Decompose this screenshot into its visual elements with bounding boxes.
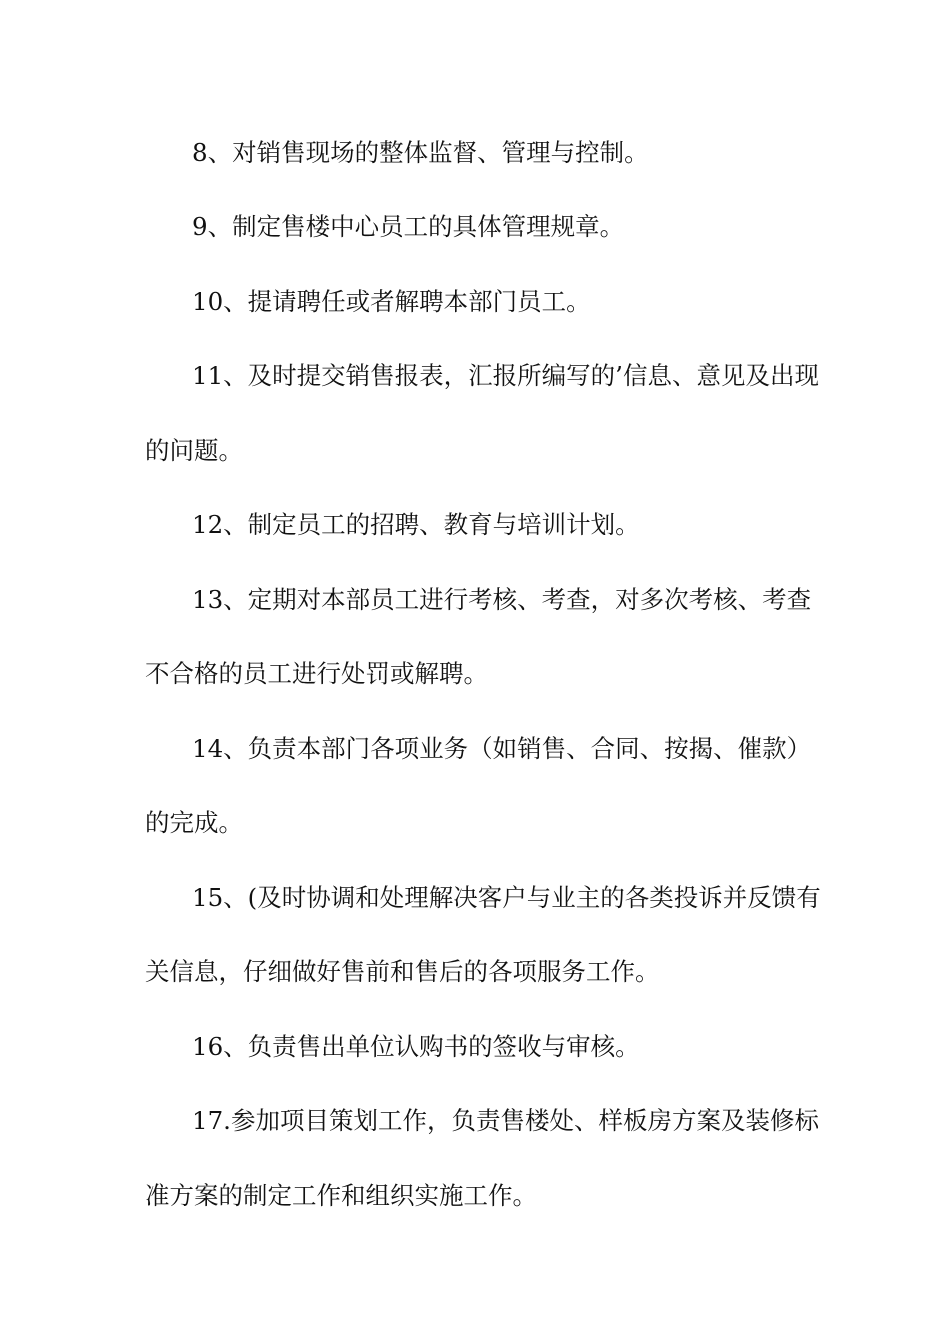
paragraph-10-line-1: 10、提请聘任或者解聘本部门员工。 <box>192 287 591 316</box>
paragraph-8-line-1: 8、对销售现场的整体监督、管理与控制。 <box>192 138 649 167</box>
paragraph-15-line-2: 关信息，仔细做好售前和售后的各项服务工作。 <box>145 957 660 986</box>
paragraph-12-line-1: 12、制定员工的招聘、教育与培训计划。 <box>192 510 640 539</box>
paragraph-17-line-2: 准方案的制定工作和组织实施工作。 <box>145 1181 537 1210</box>
paragraph-9-line-1: 9、制定售楼中心员工的具体管理规章。 <box>192 212 625 241</box>
paragraph-11-line-2: 的问题。 <box>145 436 243 465</box>
paragraph-16-line-1: 16、负责售出单位认购书的签收与审核。 <box>192 1032 640 1061</box>
paragraph-14-line-1: 14、负责本部门各项业务（如销售、合同、按揭、催款） <box>192 734 812 763</box>
paragraph-15-line-1: 15、(及时协调和处理解决客户与业主的各类投诉并反馈有 <box>192 883 821 912</box>
paragraph-13-line-2: 不合格的员工进行处罚或解聘。 <box>145 659 488 688</box>
paragraph-17-line-1: 17.参加项目策划工作，负责售楼处、样板房方案及装修标 <box>192 1106 819 1135</box>
paragraph-13-line-1: 13、定期对本部员工进行考核、考查，对多次考核、考查 <box>192 585 812 614</box>
paragraph-14-line-2: 的完成。 <box>145 808 243 837</box>
paragraph-11-line-1: 11、及时提交销售报表，汇报所编写的’信息、意见及出现 <box>192 361 819 390</box>
